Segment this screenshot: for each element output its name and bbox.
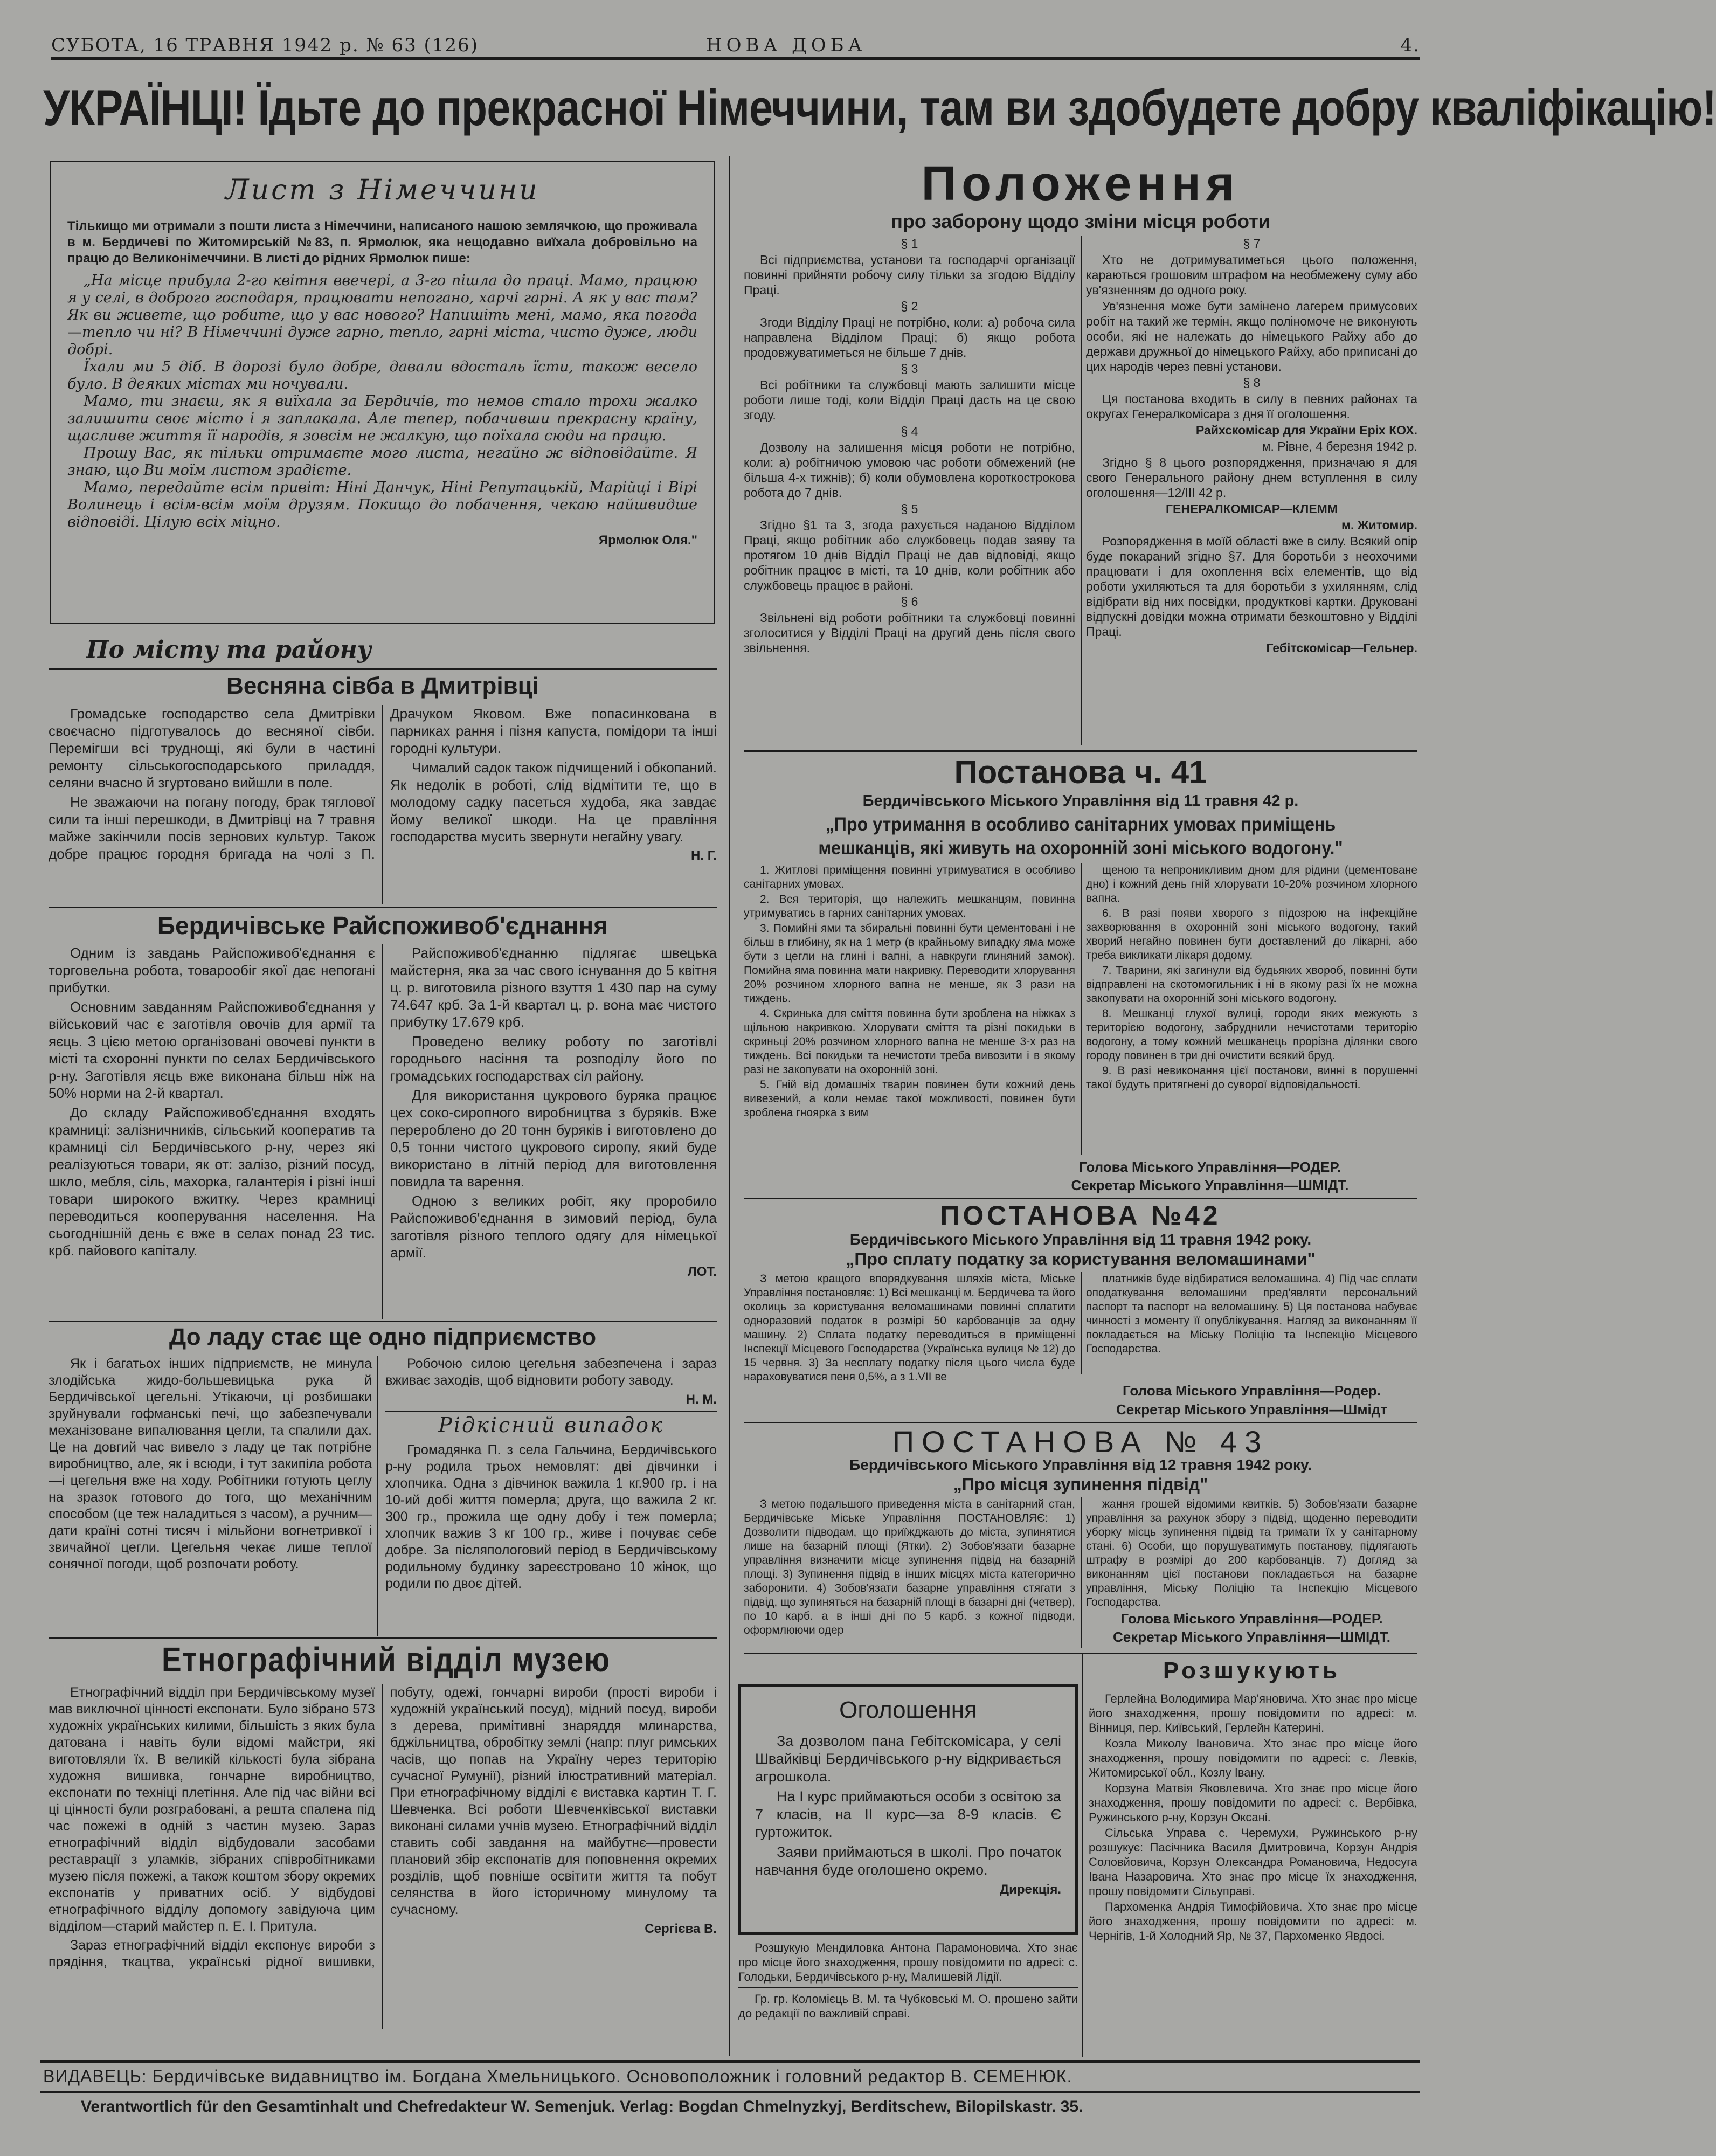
letter-paragraph: Мамо, ти знаєш, як я виїхала за Бердичів, то немов стало трохи жалко залишити своє місто і я заплакала. Але тепер, побачивши прекрасну країну, щасливе життя її народів, я зовсім не жалкую, що поїхала сюди на працю. (67, 393, 697, 444)
letter-intro: Тількищо ми отримали з пошти листа з Німеччини, написаного нашою землячкою, що проживала в м. Бердичеві по Житомирській №83, п. Ярмолюк, яка нещодавно виїхала добровільно на працю до Великонімеччини. В листі до рідних Ярмолюк пише: (67, 219, 697, 266)
divider (744, 1198, 1417, 1199)
letter-paragraph: „На місце прибула 2-го квітня ввечері, а 3-го пішла до праці. Мамо, працюю я у селі, в доброго господаря, працювати непогано, харчі гарні. А як у вас там? Як ви живете, що робите, що у вас нового? Напишіть мені, мамо, яка погода—тепло чи ні? В Німеччині дуже гарно, тепло, гарні міста, чисто дуже, люди добрі. (67, 272, 697, 358)
regulation-paragraph: Ув'язнення може бути замінено лагерем примусових робіт на такий же термін, якщо поліномоче не виконують особи, які не належать до німецького Райху або до держави дружньої до німецького Райху, або приписані до цих народів через певні установи. (1086, 299, 1417, 374)
letter-signature: Ярмолюк Оля." (598, 533, 697, 548)
ord41-subject: „Про утримання в особливо санітарних умовах приміщень мешканців, які живуть на охоронній зоні міського водогону." (818, 814, 1343, 859)
regulation-paragraph: Звільнені від роботи робітники та службовці повинні зголоситися у Відділі Праці на другий день після свого звільнення. (744, 611, 1075, 655)
issue-date: СУБОТА, 16 ТРАВНЯ 1942 р. № 63 (126) (51, 34, 479, 56)
regulation-left (744, 236, 1075, 748)
rare-article (385, 1442, 717, 1636)
article-paragraph: До складу Райспоживоб'єднання входять крамниці: залізничників, сільський кооператив та крамниці сіл Бердичівського р-ну, через які реалізуються товари, як от: залізо, різний посуд, шкло, мебля, сіль, махорка, галантерія і різні інші товари широкого вжитку. Через крамниці переводиться кооперування населення. На сьогоднішній день є вже в селах понад 23 тис. крб. пайового капіталу. (49, 1104, 375, 1259)
paragraph-number: § 1 (901, 237, 918, 251)
article-paragraph: Для використання цукрового буряка працює цех соко-сиропного виробництва з буряків. Вже переробленo до 20 тонн буряків і виготовлено до 0,5 тонни чистого цукрового сиропу, який буде використано в літній період для виготовлення повидла та варення. (390, 1087, 717, 1190)
regulation-title: Положення (921, 157, 1240, 211)
divider (1081, 863, 1082, 1155)
ord42-title: ПОСТАНОВА №42 (940, 1200, 1221, 1231)
masthead (51, 32, 1420, 58)
footer-rule (40, 2060, 1420, 2063)
divider (744, 750, 1417, 752)
paragraph-number: § 7 (1243, 237, 1261, 251)
divider (1081, 1497, 1082, 1648)
divider (744, 1653, 1417, 1654)
article-paragraph: Етнографічний відділ при Бердичівському музеї мав виключної цінності експонати. Було зібрано 573 художніх українських килими, більшість з яких була датована і навіть були відомі майстри, які виготовляли їх. В великій кількості була зібрана художня вишивка, гончарне виробництво, експонати по техніці плетіння. Але під час війни всі ці цінності були розграбовані, а решта спалена під час пожежі в одній з частин музею. Зараз етнографічний відділ відбудовали засобами реставрації з уламків, зібраних співробітниками музею після пожежі, а також коштом збору окремих експонатів у приватних осіб. У відбудові етнографічного відділу допомогу завідуюча цим відділом—старий майстер п. Е. І. Притула. (49, 1685, 375, 1934)
ord42-subject: „Про сплату податку за користування веломашинами" (846, 1249, 1316, 1269)
regulation-paragraph: Хто не дотримуватиметься цього положення, караються грошовим штрафом на необмежену суму або ув'язненням до одного року. (1086, 253, 1417, 297)
dateline: м. Житомир. (1341, 518, 1417, 532)
museum-title: Етнографічний відділ музею (162, 1640, 611, 1679)
letter-paragraph: Їхали ми 5 діб. В дорозі було добре, давали вдосталь їсти, також весело було. В деяких містах ми ночували. (67, 358, 697, 392)
wanted-item: Сільська Управа с. Черемухи, Ружинського р-ну розшукує: Пасічника Василя Дмитровича, Корзун Андрія Соловйовича, Корзун Олександра Романовича, Недосуга Івана Назаровича. Хто знає про місце їх знаходження, прошу повідомити Сільуправі. (1089, 1826, 1417, 1898)
ordinance-item: 4. Скринька для сміття повинна бути зроблена на ніжках з щільною накривкою. Хлорувати сміття та різні покидьки в скриньці 20% розчином хлорного вапна не менше 3-х раз на тиждень. Всі покидьки та нечистоти треба вивозити і в якому разі не закопувати на охоронній зоні. (744, 1007, 1075, 1076)
regulation-right (1086, 236, 1417, 748)
wanted-item: Пархоменка Андрія Тимофійовича. Хто знає про місце його знаходження, прошу повідомити по адресі: м. Чернігів, 1-й Холодний Яр, № 37, Пархоменко Явдосі. (1089, 1900, 1417, 1943)
regulation-paragraph: Згідно § 8 цього розпорядження, призначаю я для свого Генерального району днем вступлення в силу оголошення—12/III 42 р. (1086, 455, 1417, 500)
divider (49, 907, 717, 908)
ord43-subtitle: Бердичівського Міського Управління від 12 травня 1942 року. (849, 1456, 1312, 1473)
divider (738, 1987, 1078, 1988)
notice-title: Оголошення (839, 1697, 977, 1723)
regulation-paragraph: Дозволу на залишення місця роботи не потрібно, коли: а) робітничою умовою час роботи обмежений (не більша 4-х тижнів); б) коли обумовлена короткострокова робота до 7 днів. (744, 440, 1075, 500)
article-paragraph: Як і багатьох інших підприємств, не минула злодійська жидо-большевицька рука й Бердичівської цегельні. Утікаючи, ці розбишаки зруйнували гофманські печі, що забезпечували механізоване випалювання цегли, та спалили дах. Це на довгий час вивело з ладу це так потрібне виробництво, але, як і всюди, і тут закипіла робота—і цегельня вже на ходу. Робітники готують цеглу на зразок готового до того, що механічним способом (це теж наладиться з часом), а ручним—дати країні сотні тисяч і мільйони вогнетривкої і звичайної цегли. Цегельня чекає лише теплої сонячної погоди, щоб розпочати роботу. (49, 1356, 372, 1572)
wanted-list (1089, 1691, 1417, 2055)
regulation-paragraph: Всі підприємства, установи та господарчі організації повинні прийняти робочу силу тільки за згодою Відділу Праці. (744, 253, 1075, 297)
wanted-item: Корзуна Матвія Яковлевича. Хто знає про місце його знаходження, прошу повідомити по адресі: с. Вербівка, Ружинського р-ну, Корзун Оксані. (1089, 1781, 1417, 1824)
ord43-sig1: Голова Міського Управління—РОДЕР. (1120, 1611, 1383, 1627)
sowing-article (49, 705, 717, 904)
divider (377, 1356, 378, 1636)
ordinance-item: 6. В разі появи хворого з підозрою на інфекційне захворювання в охоронній зоні міського водогону, такий хворий негайно повинен бути доставлений до лікарні, або треба викликати лікаря додому. (1086, 907, 1417, 962)
wanted-item: Козла Миколу Івановича. Хто знає про місце його знаходження, прошу повідомити по адресі: с. Левків, Житомирської обл., Козлу Івану. (1089, 1737, 1417, 1779)
article-paragraph: Райспоживоб'єднанню підлягає швецька майстерня, яка за час свого існування до 5 квітня ц. р. виготовила різного взуття 1 430 пар на суму 74.647 крб. За 1-й квартал ц. р. вона має чистого прибутку 17.679 крб. (390, 945, 717, 1030)
divider (1081, 236, 1082, 745)
ord41-sig2: Секретар Міського Управління—ШМІДТ. (1071, 1177, 1349, 1193)
article-paragraph: Проведено велику роботу по заготівлі городнього насіння та розподілу його по громадських господарствах сіл району. (390, 1033, 717, 1084)
ordinance-item: 8. Мешканці глухої вулиці, городи яких межують з територією водогону, забруднили нечистотами територію водогону, а тому кожний мешканець прорізна ділянки свого городу повинен в три дні очистити всякий бруд. (1086, 1007, 1417, 1062)
ord41-subtitle: Бердичівського Міського Управління від 11 травня 42 р. (862, 792, 1299, 810)
article-paragraph: Не зважаючи на погану погоду, брак тяглової сили та інші перешкоди, в Дмитрівці на 7 травня майже закінчили посів зернових культур. Також добре працює городня бригада на чолі з П. Драчуком Яковом. Вже попасинкована в парниках рання і пізня капуста, помідори та інші городні культури. (49, 706, 717, 862)
ordinance-item: 2. Вся територія, що належить мешканцям, повинна утримуватись в гарних санітарних умовах. (744, 893, 1075, 920)
ord42-left (744, 1272, 1075, 1418)
paragraph-number: § 6 (901, 595, 918, 609)
ord41-sig1: Голова Міського Управління—РОДЕР. (1078, 1159, 1341, 1175)
wanted-item: Герлейна Володимира Мар'яновича. Хто знає про місце його знаходження, прошу повідомити по адресі: м. Вінниця, пер. Київський, Герлейн Катерині. (1089, 1692, 1417, 1735)
factory-title: До ладу стає ще одно підприємство (169, 1324, 597, 1350)
ord41-left (744, 863, 1075, 1157)
ordinance-text: платників буде відбиратися веломашина. 4) Під час сплати оподаткування веломашини пред'являти персональний паспорт та паспорт на веломашину. 5) Ця постанова набуває чинності з моменту її опублікування. Нагляд за виконанням її покладається на Міську Поліцію та Інспекцію Місцевого Господарства. (1086, 1273, 1417, 1355)
ordinance-item: 9. В разі невиконання цієї постанови, винні в порушенні такої будуть притягнені до суворої відповідальності. (1086, 1065, 1417, 1091)
masthead-rule (51, 57, 1420, 60)
article-paragraph: Основним завданням Райспоживоб'єднання у військовий час є заготівля овочів для армії та яєць. З цією метою організовані овочеві пункти в місті та схоронні пункти по селах Бердичівського р-ну. Заготівля яєць вже виконана більш ніж на 50% норми на 2-й квартал. (49, 999, 375, 1101)
notice-box (738, 1684, 1078, 1935)
search-notice: Розшукую Мендиловка Антона Парамоновича. Хто знає про місце його знаходження, прошу повідомити по адресі: с. Голодьки, Бердичівського р-ну, Малишевій Лідії. (738, 1941, 1078, 1984)
ord43-title: ПОСТАНОВА № 43 (892, 1425, 1269, 1459)
publisher-line: ВИДАВЕЦЬ: Бердичівське видавництво ім. Богдана Хмельницького. Основоположник і головний редактор В. СЕМЕНЮК. (43, 2067, 1072, 2086)
signature: ГЕНЕРАЛКОМІСАР—КЛЕММ (1166, 502, 1338, 516)
divider (1081, 1272, 1082, 1374)
letter-paragraph: Мамо, передайте всім привіт: Ніні Данчук, Ніні Репутацькій, Марійці і Вірі Волинець і всім-всім моїм друзям. Покищо до побачення, чекаю найшвидше відповіді. Цілую всіх міцно. (67, 479, 697, 530)
ordinance-text: З метою подальшого приведення міста в санітарний стан, Бердичівське Міське Управління ПОСТАНОВЛЯЄ: 1) Дозволити підводам, що приїжджають до міста, зупинятися лише на базарній площі (Ятки). 2) Зобов'язати базарне управління визначити місце зупинення підвід на базарній площі. 3) Зупинення підвід в інших місцях міста категорично заборонити. 4) Зобов'язати базарне управління стягати з підвід, що зупиняться на базарній площі в базарні дні (четвер), по 10 карб. а в інші дні по 5 карб. з кожної підводи, оформлюючи одер (744, 1498, 1075, 1636)
paragraph-number: § 5 (901, 502, 918, 516)
ordinance-item: 5. Гній від домашніх тварин повинен бути кожний день вивезений, а коли немає такої можливості, повинен бути зроблена гноярка з вим (744, 1079, 1075, 1119)
article-paragraph: Чималий садок також підчищений і обкопаний. Як недолік в роботі, слід відмітити те, що в молодому садку пасеться худоба, яка завдає йому великої шкоди. На це правління господарства мусить звернути негайну увагу. (390, 759, 717, 845)
regulation-paragraph: Ця постанова входить в силу в певних районах та округах Генералкомісара з дня її оголошення. (1086, 392, 1417, 421)
sowing-title: Весняна сівба в Дмитрівці (226, 673, 539, 699)
wanted-title: Розшукують (1163, 1657, 1341, 1684)
ordinance-text: жання грошей відомими квитків. 5) Зобов'язати базарне управління за рахунок збору з підвід, щоденно переводити уборку місць зупинення підвід та тримати їх у санітарному стані. 6) Особи, що порушуватимуть постанову, підлягають штрафу в розмірі до 200 карбованців. 7) Догляд за виконанням цієї постанови покладається на базарне управління, Міську Поліцію та Інспекцію Місцевого Господарства. (1086, 1498, 1417, 1608)
ord43-left (744, 1497, 1075, 1654)
article-paragraph: Зараз етнографічний відділ експонує вироби з прядіння, ткацтва, українські рідної вишивки, побуту, одежі, гончарні вироби (прості вироби і художній український посуд), мідний посуд, вироби з дерева, примітивні знаряддя млинарства, бджільництва, обробітку землі (напр: плуг римських часів, що попав на Україну через територію сучасної Румунії), різний ілюстративний матеріал. При етнографічному відділі є виставка картин Т. Г. Шевченка. Всі роботи Шевченківської виставки виконані силами учнів музею. Етнографічний відділ ставить собі завдання на майбутнє—провести плановий збір експонатів для поповнення окремих розділів, щоб повніше освітити життя та побут селянства в його історичному минулому та сучасному. (49, 1685, 717, 1970)
ord42-sig2: Секретар Міського Управління—Шмідт (1116, 1401, 1388, 1418)
letter-title: Лист з Німеччини (225, 174, 539, 206)
divider (385, 1411, 717, 1412)
ordinance-text: З метою кращого впорядкування шляхів міста, Міське Управління постановляє: 1) Всі мешканці м. Бердичева та його околиць за користування веломашинами повинні сплатити одноразовий податок в розмірі 50 карбованців за одну машину. 2) Сплата податку переводиться в приміщенні Інспекції Місцевого Господарства (Українська вулиця № 12) до 15 червня. 3) За несплату податку після цього числа буде нараховуватися пеня 0,5%, а з 1.VII ве (744, 1273, 1075, 1383)
notice-paragraph: На I курс приймаються особи з освітою за 7 класів, на II курс—за 8-9 класів. Є гуртожиток. (755, 1788, 1061, 1840)
regulation-paragraph: Згоди Відділу Праці не потрібно, коли: а) робоча сила направлена Відділом Праці; б) якщо робота продовжуватиметься не більше 7 днів. (744, 315, 1075, 360)
paragraph-number: § 4 (901, 424, 918, 438)
ord41-title: Постанова ч. 41 (954, 754, 1207, 790)
regulation-paragraph: Згідно §1 та 3, згода рахується наданою Відділом Праці, якщо робітник або службовець подав заяву та протягом 10 днів Відділ Праці не дав відповіді, якщо робітник працює в місті, та 10 днів, коли робітник або службовець працює в районі. (744, 518, 1075, 592)
factory-signature: Н. М. (686, 1392, 717, 1407)
ord43-right (1086, 1497, 1417, 1608)
search-notices (738, 1940, 1078, 2054)
rubric-rule (49, 668, 717, 670)
german-imprint: Verantwortlich für den Gesamtinhalt und Chefredakteur W. Semenjuk. Verlag: Bogdan Chmelnyzkyj, Berditschew, Bilopilskastr. 35. (81, 2098, 1083, 2116)
ord42-right (1086, 1272, 1417, 1380)
ord43-sig2: Секретар Міського Управління—ШМІДТ. (1113, 1629, 1390, 1645)
notice-signature: Дирекція. (1000, 1882, 1061, 1897)
museum-article (49, 1684, 717, 2029)
divider (1082, 1653, 1083, 2057)
paragraph-number: § 8 (1243, 376, 1261, 390)
article-paragraph: Громадянка П. з села Гальчина, Бердичівського р-ну родила трьох немовлят: дві дівчинки і хлопчика. Одна з дівчинок важила 1 кг.900 гр. і на 10-ий добі життя померла; друга, що важила 2 кг. 300 гр., прожила ще одну добу і теж померла; хлопчик важив 3 кг 100 гр., живе і почуває себе добре. За післяпологовий період в Бердичівському родильному будинку зареєстровано 10 жінок, що родили по двоє дітей. (385, 1442, 717, 1591)
coop-article (49, 944, 717, 1319)
front-headline: УКРАЇНЦІ! Їдьте до прекрасної Німеччини, там ви здобудете добру кваліфікацію! (43, 79, 1716, 136)
divider (744, 1422, 1417, 1423)
ordinance-item: щеною та непроникливим дном для рідини (цементоване дно) і кожний день гній хлорувати 10-20% розчином хлорного вапна. (1086, 864, 1417, 904)
signature: Гебітскомісар—Гельнер. (1266, 641, 1417, 655)
article-paragraph: Одним із завдань Райспоживоб'єднання є торговельна робота, товарообіг якої дає непогані прибутки. (49, 945, 375, 996)
regulation-paragraph: Розпорядження в моїй області вже в силу. Всякий опір буде покараний згідно §7. Для боротьби з неохочими працювати і для охоплення всіх елементів, що від роботи ухиляються та для боротьби з ухилянням, слід відібрати від них посвідки, продукткові картки. Друковані відпускні довідки можна отримати безкоштовно у Відділі Праці. (1086, 534, 1417, 639)
factory-article (49, 1356, 372, 1636)
divider (49, 1321, 717, 1322)
rare-title: Рідкісний випадок (438, 1413, 664, 1437)
ord42-sig1: Голова Міського Управління—Родер. (1122, 1383, 1381, 1399)
paragraph-number: § 2 (901, 299, 918, 313)
notice-paragraph: Заяви приймаються в школі. Про початок навчання буде оголошено окремо. (755, 1844, 1061, 1878)
ordinance-item: 7. Тварини, які загинули від будьяких хвороб, повинні бути відправлені на скотомогильник і ні в якому разі їх не можна закопувати на охоронній зоні міського водогону. (1086, 964, 1417, 1005)
signature: Райхскомісар для України Еріх КОХ. (1195, 423, 1417, 437)
footer-rule (40, 2091, 1420, 2093)
article-paragraph: Робочою силою цегельня забезпечена і зараз вживає заходів, щоб відновити роботу заводу. (385, 1356, 717, 1388)
regulation-paragraph: Всі робітники та службовці мають залишити місце роботи лише тоді, коли Відділ Праці дасть на це свою згоду. (744, 378, 1075, 422)
letter-box (50, 161, 715, 624)
ordinance-item: 1. Житлові приміщення повинні утримуватися в особливо санітарних умовах. (744, 864, 1075, 890)
regulation-subtitle: про заборону щодо зміни місця роботи (891, 210, 1270, 232)
ord42-subtitle: Бердичівського Міського Управління від 11 травня 1942 року. (849, 1231, 1312, 1248)
page-number: 4. (1400, 34, 1420, 56)
coop-signature: ЛОТ. (687, 1264, 717, 1279)
notice-paragraph: За дозволом пана Гебітскомісара, у селі Швайківці Бердичівського р-ну відкривається агрошкола. (755, 1733, 1061, 1785)
ord43-subject: „Про місця зупинення підвід" (953, 1475, 1208, 1494)
museum-signature: Сергієва В. (645, 1922, 717, 1936)
ord41-right (1086, 863, 1417, 1157)
divider (49, 1637, 717, 1639)
coop-title: Бердичівське Райспоживоб'єднання (157, 911, 608, 939)
search-notice: Гр. гр. Коломієць В. М. та Чубковські М. О. прошено зайти до редакції по важливій справі. (738, 1992, 1078, 2020)
column-divider (729, 156, 730, 2056)
dateline: м. Рівне, 4 березня 1942 р. (1262, 439, 1417, 453)
paragraph-number: § 3 (901, 362, 918, 376)
newspaper-title: НОВА ДОБА (706, 34, 867, 56)
sowing-signature: Н. Г. (691, 848, 717, 863)
ordinance-item: 3. Помийні ями та збиральні повинні бути цементовані і не більш в глибину, як на 1 метр (в крайньому випадку яма може бути з цегли на глині і вапні, а навкруги глиняний замок). Помийна яма повинна мати накривку. Переводити хлорування 20% розчином хлорного вапна не менше, як 3 рази на тиждень. (744, 922, 1075, 1005)
letter-paragraph: Прошу Вас, як тільки отримаєте мого листа, негайно ж відповідайте. Я знаю, що Ви моїм листом зрадієте. (67, 445, 697, 479)
factory-article-end (385, 1356, 717, 1409)
article-paragraph: Одною з великих робіт, яку проробило Райспоживоб'єднання в зимовий період, була заготівля різного теплого одягу для німецької армії. (390, 1193, 717, 1261)
article-paragraph: Громадське господарство села Дмитрівки своєчасно підготувалось до весняної сівби. Перемігши всі труднощі, які були в частині ремонту сільськогосподарського приладдя, селяни вчасно й згуртовано вийшли в поле. (49, 706, 375, 791)
rubric-city: По місту та району (86, 636, 372, 664)
